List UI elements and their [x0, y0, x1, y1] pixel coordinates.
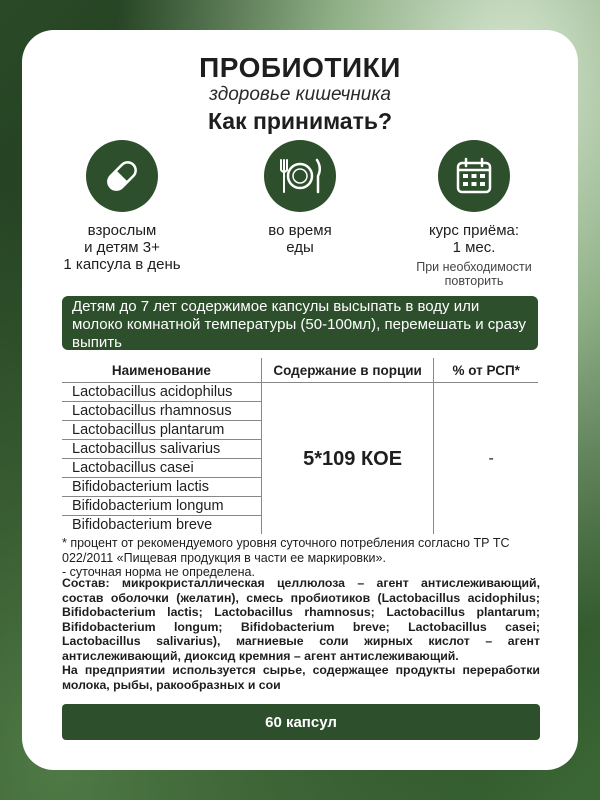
product-card [22, 30, 578, 770]
table-header-row [62, 358, 538, 383]
strain-name: Bifidobacterium breve [72, 517, 213, 533]
allergen-note: На предприятии используется сырье, содержащее продукты переработки молока, рыбы, ракообразных и сои [62, 663, 540, 692]
feature-line: курс приёма: [428, 222, 520, 239]
feature-line: 1 капсула в день [63, 256, 181, 273]
capsule-icon [86, 140, 158, 212]
page-title: ПРОБИОТИКИ [199, 52, 401, 83]
column-header-name: Наименование [111, 362, 211, 378]
feature-timing [215, 222, 385, 256]
strain-name: Lactobacillus rhamnosus [62, 402, 261, 421]
column-header-percent: % от РСП* [434, 358, 538, 383]
strain-name: Lactobacillus casei [62, 459, 261, 478]
feature-note [389, 260, 559, 288]
strain-name: Bifidobacterium lactis [62, 478, 261, 497]
feature-line: и детям 3+ [84, 239, 160, 256]
composition-table [62, 358, 538, 534]
composition-text [62, 576, 540, 692]
feature-note-line: повторить [444, 274, 504, 288]
feature-line: взрослым [87, 222, 157, 239]
capsules-count-bar: 60 капсул [62, 704, 540, 740]
footnote: * процент от рекомендуемого уровня суточного потребления согласно ТР ТС 022/2011 «Пищевая продукция в части ее маркировки». [62, 536, 510, 565]
column-header-content: Содержание в порции [261, 358, 434, 383]
percent-value: - [434, 383, 538, 535]
feature-line: 1 мес. [452, 239, 496, 256]
composition-paragraph: Состав: микрокристаллическая целлюлоза – агент антислеживающий, состав оболочки (желатин), смесь пробиотиков (Lactobacillus acidophilus; Bifidobacterium lactis; Lactobacillus rhamnosus; Lactobacillus plantarum; Bifidobacterium longum; Bifidobacterium breve; Lactobacillus casei; Lactobacillus salivarius), магниевые соли жирных кислот – агент антислеживающий, диоксид кремния – агент антислеживающий. [62, 576, 540, 663]
feature-line: еды [286, 239, 314, 256]
strain-name: Lactobacillus salivarius [62, 440, 261, 459]
feature-line: во время [268, 222, 332, 239]
feature-dosage [37, 222, 207, 273]
strain-name: Lactobacillus plantarum [62, 421, 261, 440]
feature-note-line: При необходимости [416, 260, 532, 274]
children-note-banner: Детям до 7 лет содержимое капсулы высыпать в воду или молоко комнатной температуры (50-100мл), перемешать и сразу выпить [62, 296, 538, 350]
how-to-heading: Как принимать? [207, 108, 393, 134]
calendar-icon [438, 140, 510, 212]
feature-course [389, 222, 559, 288]
strain-name: Lactobacillus acidophilus [62, 383, 261, 402]
footnote: - суточная норма не определена. [62, 565, 255, 579]
table-row [62, 383, 538, 402]
strain-name: Bifidobacterium longum [62, 497, 261, 516]
content-value: 5*109 КОЕ [261, 383, 434, 535]
page-subtitle: здоровье кишечника [209, 84, 391, 105]
plate-fork-knife-icon [264, 140, 336, 212]
footnotes [62, 536, 542, 580]
